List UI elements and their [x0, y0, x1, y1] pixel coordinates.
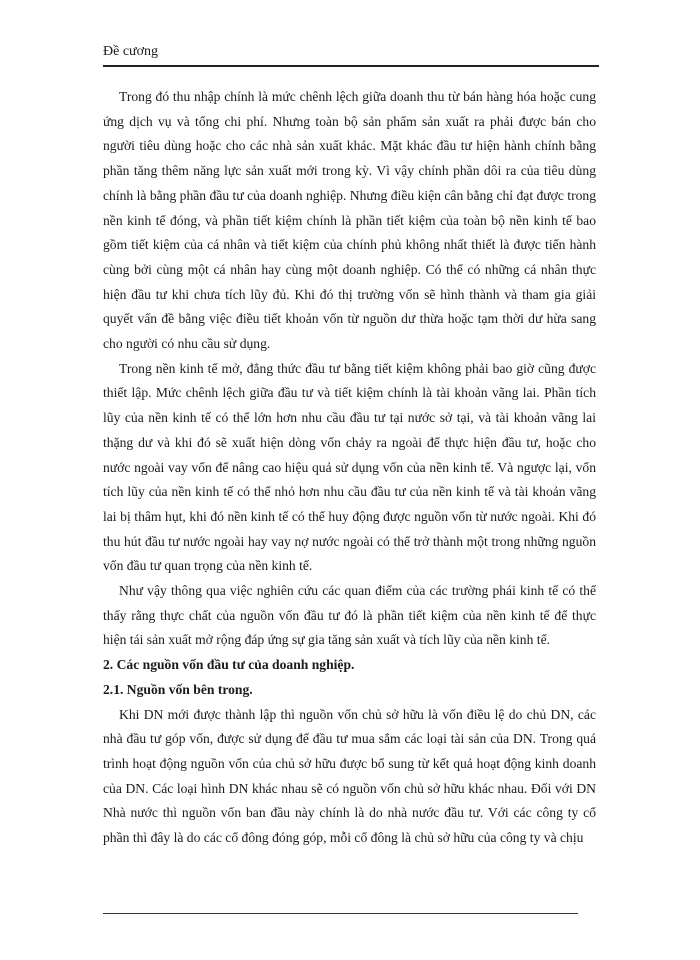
paragraph-3: Như vậy thông qua việc nghiên cứu các quan điểm của các trường phái kinh tế có thể thấy rằng thực chất của nguồn vốn đầu tư đó là phần tiết kiệm của nền kinh tế để thực hiện tái sản xuất mở rộng đáp ứng sự gia tăng sản xuất và tích lũy của nền kinh tế. [103, 583, 596, 648]
section-heading: 2. Các nguồn vốn đầu tư của doanh nghiệp. [103, 657, 355, 673]
paragraph-2: Trong nền kinh tế mở, đẳng thức đầu tư bằng tiết kiệm không phải bao giờ cũng được thiết lập. Mức chênh lệch giữa đầu tư và tiết kiệm chính là tài khoản vãng lai. Phần tích lũy của nền kinh tế có thể lớn hơn nhu cầu đầu tư tại nước sở tại, và tài khoản vãng lai thặng dư và khi đó sẽ xuất hiện dòng vốn chảy ra ngoài để thực hiện đầu tư, hoặc cho nước ngoài vay vốn để nâng cao hiệu quả sử dụng vốn của nền kinh tế. Và ngược lại, vốn tích lũy của nền kinh tế có thể nhỏ hơn nhu cầu đầu tư của nền kinh tế và tài khoản vãng lai bị thâm hụt, khi đó nền kinh tế có thể huy động được nguồn vốn từ nước ngoài. Khi đó thu hút đầu tư nước ngoài hay vay nợ nước ngoài có thể trở thành một trong những nguồn vốn đầu tư quan trọng của nền kinh tế. [103, 360, 596, 574]
footer-rule [103, 913, 578, 914]
subsection-heading: 2.1. Nguồn vốn bên trong. [103, 681, 253, 697]
document-body [103, 85, 596, 851]
page-header [103, 44, 599, 67]
header-title: Đề cương [103, 44, 159, 59]
paragraph-1: Trong đó thu nhập chính là mức chênh lệch giữa doanh thu từ bán hàng hóa hoặc cung ứng dịch vụ và tổng chi phí. Nhưng toàn bộ sản phẩm sản xuất ra phải được bán cho người tiêu dùng hoặc cho các nhà sản xuất khác. Mặt khác đầu tư hiện hành chính bằng phần tăng thêm năng lực sản xuất mới trong kỳ. Vì vậy chính phần dôi ra của tiêu dùng chính là bằng phần đầu tư của doanh nghiệp. Nhưng điều kiện cân bằng chỉ đạt được trong nền kinh tế đóng, và phần tiết kiệm chính là phần tiết kiệm của toàn bộ nền kinh tế bao gồm tiết kiệm của cá nhân và tiết kiệm của chính phủ không nhất thiết là được tiến hành cùng bởi cùng một cá nhân hay cùng một doanh nghiệp. Có thể có những cá nhân thực hiện đầu tư khi chưa tích lũy đủ. Khi đó thị trường vốn sẽ hình thành và tham gia giải quyết vấn đề bằng việc điều tiết khoản vốn từ nguồn dư thừa hoặc tạm thời dư hừa sang cho người có nhu cầu sử dụng. [103, 89, 596, 352]
paragraph-4: Khi DN mới được thành lập thì nguồn vốn chủ sở hữu là vốn điều lệ do chủ DN, các nhà đầu tư góp vốn, được sử dụng để đầu tư mua sắm các loại tài sản của DN. Trong quá trình hoạt động nguồn vốn của chủ sở hữu được bổ sung từ kết quả hoạt động kinh doanh của DN. Các loại hình DN khác nhau sẽ có nguồn vốn chủ sở hữu khác nhau. Đối với DN Nhà nước thì nguồn vốn ban đầu này chính là do nhà nước đầu tư. Với các công ty cổ phần thì đây là do các cổ đông đóng góp, mỗi cổ đông là chủ sở hữu của công ty và chịu [103, 706, 596, 846]
